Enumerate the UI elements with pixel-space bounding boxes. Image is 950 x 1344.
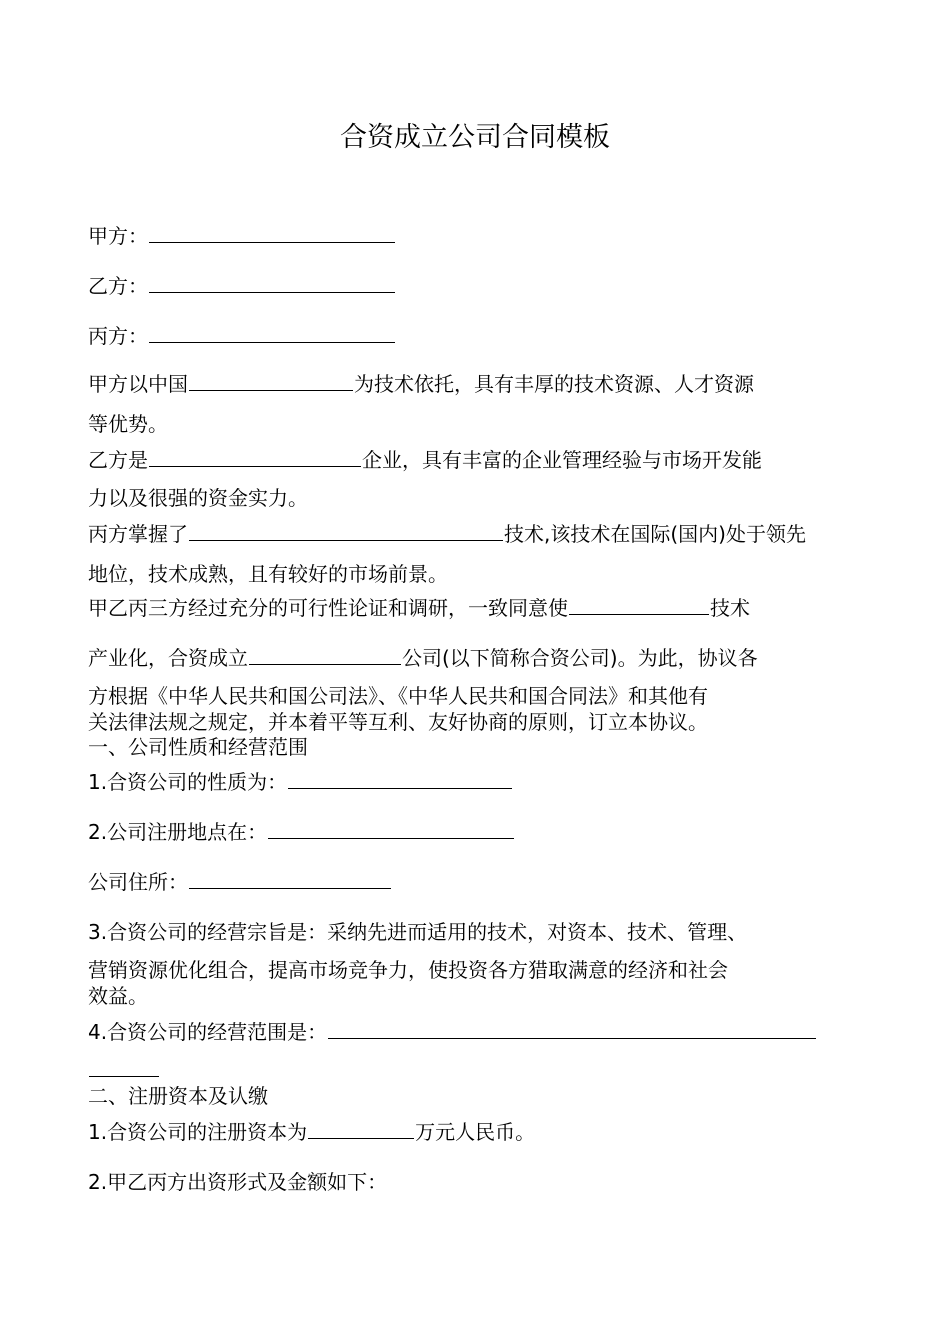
party-a-label: 甲方： bbox=[88, 224, 148, 248]
intro-a-prefix: 甲方以中国 bbox=[88, 372, 188, 396]
s1-item-3-line-3: 效益。 bbox=[88, 984, 148, 1008]
company-name-blank[interactable] bbox=[249, 644, 401, 665]
party-b-label: 乙方： bbox=[88, 274, 148, 298]
industrialize-tech-blank[interactable] bbox=[569, 594, 709, 615]
s2-item-2-line: 2.甲乙丙方出资形式及金额如下： bbox=[88, 1170, 388, 1194]
intro-c-prefix: 丙方掌握了 bbox=[88, 522, 188, 546]
agree-line-4: 关法律法规之规定，并本着平等互利、友好协商的原则，订立本协议。 bbox=[88, 710, 708, 734]
intro-c-line-2: 地位，技术成熟，且有较好的市场前景。 bbox=[88, 562, 448, 586]
party-c-line bbox=[88, 322, 396, 350]
agree-1-suffix: 技术 bbox=[710, 596, 750, 620]
registered-capital-blank[interactable] bbox=[308, 1118, 414, 1139]
party-c-label: 丙方： bbox=[88, 324, 148, 348]
s2-item-1-prefix: 1.合资公司的注册资本为 bbox=[88, 1120, 308, 1144]
intro-b-line-1 bbox=[88, 446, 762, 474]
s1-address-label: 公司住所： bbox=[88, 870, 188, 894]
s1-address-line bbox=[88, 868, 392, 896]
s1-item-1-line bbox=[88, 768, 513, 796]
agree-2-prefix: 产业化，合资成立 bbox=[88, 646, 248, 670]
agree-1-prefix: 甲乙丙三方经过充分的可行性论证和调研，一致同意使 bbox=[88, 596, 568, 620]
party-b-enterprise-blank[interactable] bbox=[149, 446, 361, 467]
intro-b-suffix: 企业，具有丰富的企业管理经验与市场开发能 bbox=[362, 448, 762, 472]
agree-line-1 bbox=[88, 594, 750, 622]
s2-item-1-line bbox=[88, 1118, 535, 1146]
agree-line-3: 方根据《中华人民共和国公司法》、《中华人民共和国合同法》和其他有 bbox=[88, 684, 708, 708]
intro-b-prefix: 乙方是 bbox=[88, 448, 148, 472]
party-c-blank[interactable] bbox=[149, 322, 395, 343]
agree-2-suffix: 公司(以下简称合资公司)。为此，协议各 bbox=[402, 646, 758, 670]
s1-item-4-label: 4.合资公司的经营范围是： bbox=[88, 1020, 328, 1044]
party-a-line bbox=[88, 222, 396, 250]
s1-item-1-label: 1.合资公司的性质为： bbox=[88, 770, 288, 794]
party-a-tech-blank[interactable] bbox=[189, 370, 353, 391]
s1-item-2-line bbox=[88, 818, 515, 846]
s1-item-3-line-2: 营销资源优化组合，提高市场竞争力，使投资各方猎取满意的经济和社会 bbox=[88, 958, 728, 982]
party-b-blank[interactable] bbox=[149, 272, 395, 293]
intro-a-line-1 bbox=[88, 370, 754, 398]
s1-item-3-line-1: 3.合资公司的经营宗旨是：采纳先进而适用的技术，对资本、技术、管理、 bbox=[88, 920, 748, 944]
s1-item-4-continuation bbox=[88, 1056, 160, 1084]
agree-line-2 bbox=[88, 644, 758, 672]
s2-item-1-suffix: 万元人民币。 bbox=[415, 1120, 536, 1144]
party-a-blank[interactable] bbox=[149, 222, 395, 243]
party-b-line bbox=[88, 272, 396, 300]
intro-a-line-2: 等优势。 bbox=[88, 412, 168, 436]
company-nature-blank[interactable] bbox=[288, 768, 512, 789]
document-title: 合资成立公司合同模板 bbox=[340, 122, 610, 153]
s1-item-4-line bbox=[88, 1018, 817, 1046]
company-address-blank[interactable] bbox=[189, 868, 391, 889]
registration-place-blank[interactable] bbox=[268, 818, 514, 839]
intro-b-line-2: 力以及很强的资金实力。 bbox=[88, 486, 308, 510]
section-2-heading: 二、注册资本及认缴 bbox=[88, 1084, 268, 1108]
intro-a-suffix: 为技术依托，具有丰厚的技术资源、人才资源 bbox=[354, 372, 754, 396]
business-scope-blank[interactable] bbox=[328, 1018, 816, 1039]
section-1-heading: 一、公司性质和经营范围 bbox=[88, 735, 308, 759]
s1-item-2-label: 2.公司注册地点在： bbox=[88, 820, 268, 844]
intro-c-suffix: 技术,该技术在国际(国内)处于领先 bbox=[504, 522, 806, 546]
business-scope-blank-continued[interactable] bbox=[89, 1056, 159, 1077]
party-c-tech-blank[interactable] bbox=[189, 520, 503, 541]
intro-c-line-1 bbox=[88, 520, 806, 548]
